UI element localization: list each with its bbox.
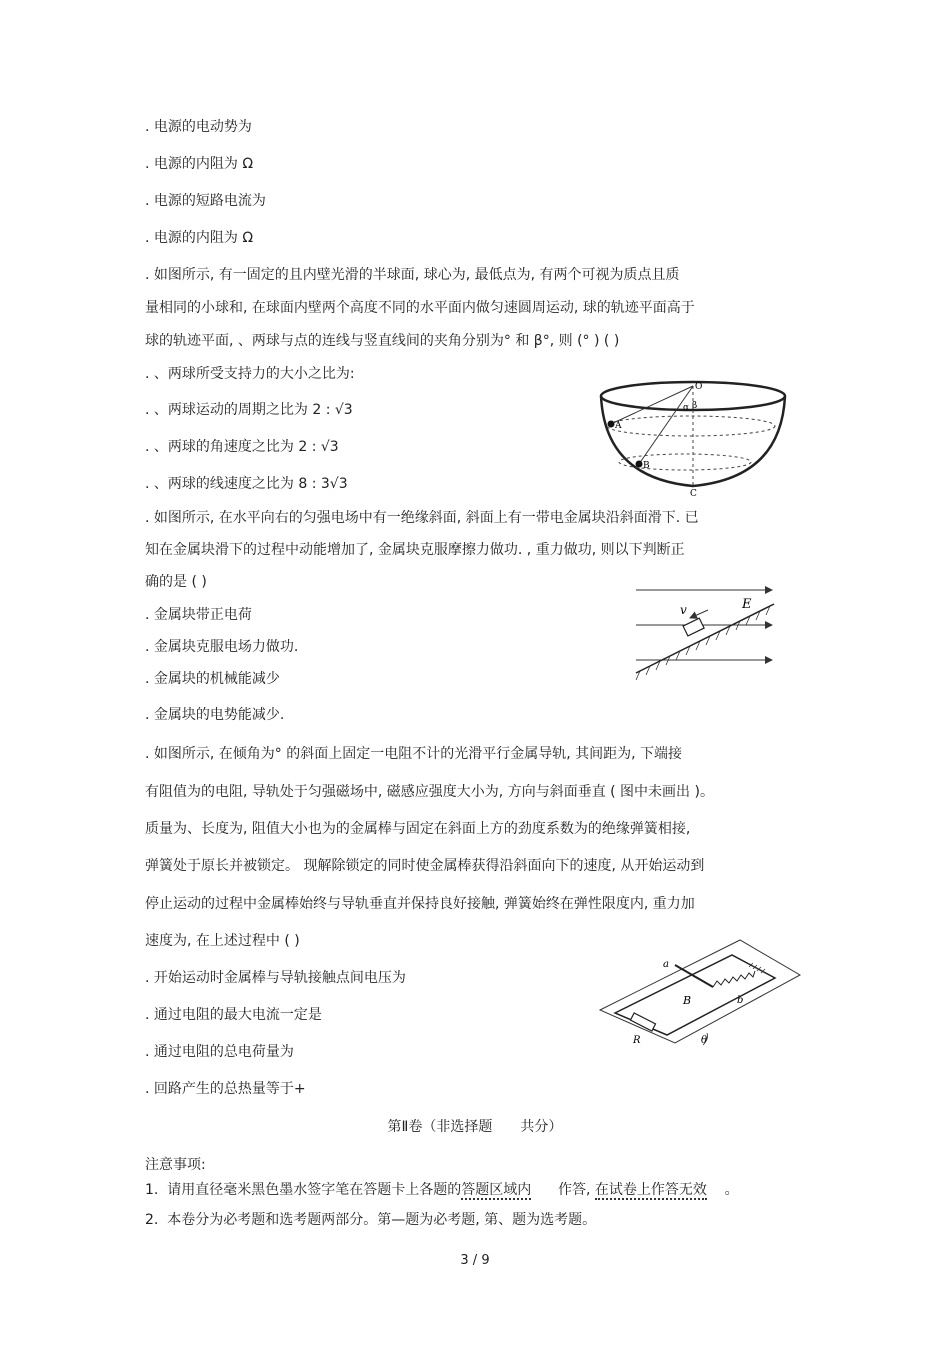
page-number: 3 / 9 bbox=[460, 1253, 490, 1268]
hemisphere-figure bbox=[595, 378, 795, 498]
q-rail-stem-line-1: . 如图所示, 在倾角为° 的斜面上固定一电阻不计的光滑平行金属导轨, 其间距为, 下端接 bbox=[145, 746, 683, 762]
label-c: C bbox=[690, 489, 697, 498]
note-1-text: 1. 请用直径毫米黑色墨水签字笔在答题卡上各题的 bbox=[145, 1182, 462, 1198]
note-1-emphasis-invalid: 在试卷上作答无效 bbox=[594, 1182, 707, 1198]
label-v: v bbox=[680, 603, 687, 617]
rail-figure bbox=[595, 935, 805, 1050]
label-o: O bbox=[695, 382, 703, 392]
q-source-option-d: . 电源的内阻为 Ω bbox=[145, 230, 254, 246]
label-b: B bbox=[643, 461, 650, 471]
q-incline-option-a: . 金属块带正电荷 bbox=[145, 607, 252, 623]
q-rail-stem-line-4: 弹簧处于原长并被锁定。 现解除锁定的同时使金属棒获得沿斜面向下的速度, 从开始运动到 bbox=[145, 858, 705, 874]
q-bowl-option-d: . 、两球的线速度之比为 8 : 3√3 bbox=[145, 476, 348, 492]
notes-heading: 注意事项: bbox=[145, 1157, 206, 1173]
q-source-option-a: . 电源的电动势为 bbox=[145, 119, 252, 135]
q-bowl-option-c: . 、两球的角速度之比为 2 : √3 bbox=[145, 439, 339, 455]
q-source-option-c: . 电源的短路电流为 bbox=[145, 193, 266, 209]
q-incline-stem-line-3: 确的是 ( ) bbox=[145, 574, 207, 590]
q-rail-option-b: . 通过电阻的最大电流一定是 bbox=[145, 1007, 322, 1023]
q-bowl-option-b: . 、两球运动的周期之比为 2 : √3 bbox=[145, 402, 353, 418]
incline-figure bbox=[630, 580, 780, 685]
q-incline-option-b: . 金属块克服电场力做功. bbox=[145, 639, 299, 655]
q-rail-option-d: . 回路产生的总热量等于+ bbox=[145, 1081, 306, 1097]
label-r: R bbox=[633, 1035, 641, 1046]
q-bowl-stem-line-3: 球的轨迹平面, 、两球与点的连线与竖直线间的夹角分别为° 和 β°, 则 (° ) ( ) bbox=[145, 333, 620, 349]
note-1-mid: 作答, bbox=[531, 1182, 595, 1198]
q-bowl-option-a: . 、两球所受支持力的大小之比为: bbox=[145, 366, 355, 382]
q-bowl-stem-line-1: . 如图所示, 有一固定的且内壁光滑的半球面, 球心为, 最低点为, 有两个可视为质点且质 bbox=[145, 267, 680, 283]
label-theta: θ bbox=[701, 1035, 708, 1046]
q-rail-option-c: . 通过电阻的总电荷量为 bbox=[145, 1044, 294, 1060]
label-alpha: α bbox=[683, 403, 690, 413]
label-field-b: B bbox=[683, 994, 692, 1007]
q-incline-stem-line-1: . 如图所示, 在水平向右的匀强电场中有一绝缘斜面, 斜面上有一带电金属块沿斜面滑下. 已 bbox=[145, 510, 699, 526]
label-beta: β bbox=[692, 401, 698, 411]
section-title: 第Ⅱ卷（非选择题 共分） bbox=[387, 1119, 563, 1135]
label-a: A bbox=[615, 421, 622, 431]
note-1-end: 。 bbox=[706, 1182, 739, 1198]
q-rail-stem-line-5: 停止运动的过程中金属棒始终与导轨垂直并保持良好接触, 弹簧始终在弹性限度内, 重力加 bbox=[145, 896, 695, 912]
q-source-option-b: . 电源的内阻为 Ω bbox=[145, 156, 254, 172]
q-rail-stem-line-2: 有阻值为的电阻, 导轨处于匀强磁场中, 磁感应强度大小为, 方向与斜面垂直 ( 图中未画出 )。 bbox=[145, 784, 714, 800]
label-a: a bbox=[663, 959, 669, 970]
label-e: E bbox=[742, 597, 752, 612]
note-1 bbox=[145, 1181, 739, 1199]
q-rail-stem-line-3: 质量为、长度为, 阻值大小也为的金属棒与固定在斜面上方的劲度系数为的绝缘弹簧相接, bbox=[145, 821, 691, 837]
q-incline-option-d: . 金属块的电势能减少. bbox=[145, 707, 285, 723]
label-b: b bbox=[737, 995, 744, 1006]
q-incline-stem-line-2: 知在金属块滑下的过程中动能增加了, 金属块克服摩擦力做功. , 重力做功, 则以下判断正 bbox=[145, 542, 685, 558]
note-1-emphasis-area: 答题区域内 bbox=[461, 1182, 532, 1198]
q-rail-option-a: . 开始运动时金属棒与导轨接触点间电压为 bbox=[145, 970, 406, 986]
note-2: 2. 本卷分为必考题和选考题两部分。第—题为必考题, 第、题为选考题。 bbox=[145, 1212, 597, 1228]
q-incline-option-c: . 金属块的机械能减少 bbox=[145, 671, 280, 687]
q-bowl-stem-line-2: 量相同的小球和, 在球面内壁两个高度不同的水平面内做匀速圆周运动, 球的轨迹平面高于 bbox=[145, 300, 695, 316]
q-rail-stem-line-6: 速度为, 在上述过程中 ( ) bbox=[145, 933, 300, 949]
